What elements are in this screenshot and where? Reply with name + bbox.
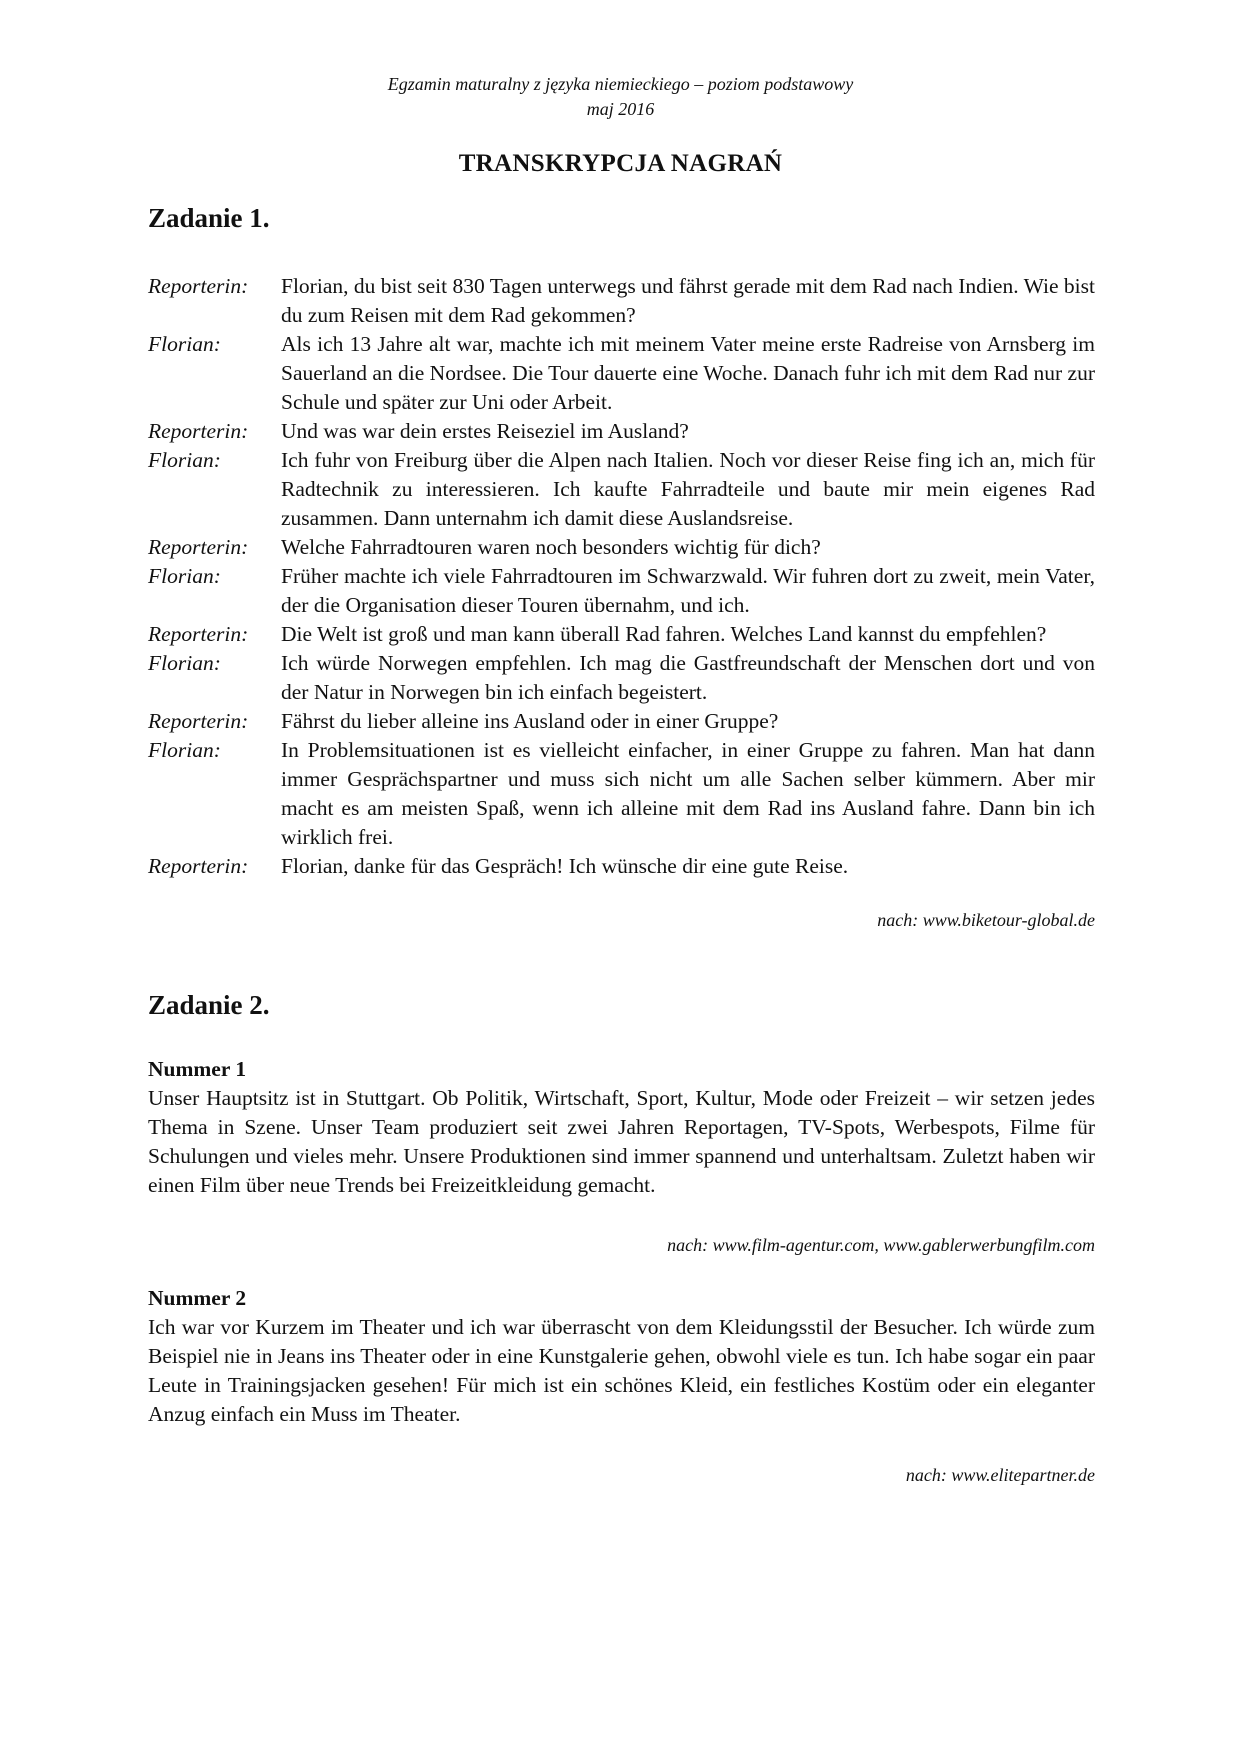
task1-heading: Zadanie 1. [148,203,270,233]
speaker-label: Reporterin: [148,274,249,298]
speaker-label: Reporterin: [148,622,249,646]
task1-dialogue [148,272,1095,881]
item-text: Ich war vor Kurzem im Theater und ich war überrascht von dem Kleidungsstil der Besucher. Ich würde zum Beispiel nie in Jeans ins Theater oder in eine Kunstgalerie gehen, obwohl viele es tun. Ich habe sogar ein paar Leute in Trainingsjacken gesehen! Für mich ist ein schönes Kleid, ein festliches Kostüm oder ein eleganter Anzug einfach ein Muss im Theater. [148,1315,1095,1426]
utterance-text: In Problemsituationen ist es vielleicht einfacher, in einer Gruppe zu fahren. Man hat dann immer Gesprächspartner und muss sich nicht um alle Sachen selber kümmern. Aber mir macht es am meisten Spaß, wenn ich alleine mit dem Rad ins Ausland fahre. Dann bin ich wirklich frei. [281,738,1095,849]
utterance-text: Ich würde Norwegen empfehlen. Ich mag die Gastfreundschaft der Menschen dort und von der Natur in Norwegen bin ich einfach begeistert. [281,651,1095,704]
speaker-label: Florian: [148,448,221,472]
dialogue-turn [148,707,1095,736]
header-exam-date: maj 2016 [586,99,655,119]
speaker-label: Reporterin: [148,419,249,443]
speaker-label: Florian: [148,738,221,762]
task2-heading: Zadanie 2. [148,990,270,1020]
dialogue-turn [148,649,1095,707]
utterance-text: Die Welt ist groß und man kann überall Rad fahren. Welches Land kannst du empfehlen? [281,622,1047,646]
utterance-text: Welche Fahrradtouren waren noch besonders wichtig für dich? [281,535,821,559]
task2-item-1 [148,1055,1095,1200]
dialogue-turn [148,417,1095,446]
dialogue-turn [148,272,1095,330]
task2-item-2 [148,1284,1095,1429]
speaker-label: Reporterin: [148,709,249,733]
speaker-label: Florian: [148,651,221,675]
document-title: TRANSKRYPCJA NAGRAŃ [458,150,783,177]
dialogue-turn [148,562,1095,620]
utterance-text: Fährst du lieber alleine ins Ausland oder in einer Gruppe? [281,709,779,733]
utterance-text: Und was war dein erstes Reiseziel im Ausland? [281,419,689,443]
dialogue-turn [148,852,1095,881]
utterance-text: Ich fuhr von Freiburg über die Alpen nach Italien. Noch vor dieser Reise fing ich an, mich für Radtechnik zu interessieren. Ich kaufte Fahrradteile und baute mir mein eigenes Rad zusammen. Dann unternahm ich damit diese Auslandsreise. [281,448,1095,530]
utterance-text: Florian, du bist seit 830 Tagen unterwegs und fährst gerade mit dem Rad nach Indien. Wie bist du zum Reisen mit dem Rad gekommen? [281,274,1095,327]
task2-item-1-source: nach: www.film-agentur.com, www.gablerwerbungfilm.com [667,1235,1095,1255]
item-title: Nummer 2 [148,1286,247,1310]
task1-source: nach: www.biketour-global.de [877,910,1095,930]
speaker-label: Florian: [148,564,221,588]
dialogue-turn [148,446,1095,533]
utterance-text: Früher machte ich viele Fahrradtouren im Schwarzwald. Wir fuhren dort zu zweit, mein Vater, der die Organisation dieser Touren übernahm, und ich. [281,564,1095,617]
header-exam-name: Egzamin maturalny z języka niemieckiego – poziom podstawowy [387,74,854,94]
speaker-label: Florian: [148,332,221,356]
dialogue-turn [148,533,1095,562]
task2-item-2-source: nach: www.elitepartner.de [905,1465,1095,1485]
dialogue-turn [148,620,1095,649]
utterance-text: Als ich 13 Jahre alt war, machte ich mit meinem Vater meine erste Radreise von Arnsberg im Sauerland an die Nordsee. Die Tour dauerte eine Woche. Danach fuhr ich mit dem Rad nur zur Schule und später zur Uni oder Arbeit. [281,332,1095,414]
utterance-text: Florian, danke für das Gespräch! Ich wünsche dir eine gute Reise. [281,854,849,878]
speaker-label: Reporterin: [148,535,249,559]
speaker-label: Reporterin: [148,854,249,878]
dialogue-turn [148,736,1095,852]
item-text: Unser Hauptsitz ist in Stuttgart. Ob Politik, Wirtschaft, Sport, Kultur, Mode oder Freizeit – wir setzen jedes Thema in Szene. Unser Team produziert seit zwei Jahren Reportagen, TV-Spots, Werbespots, Filme für Schulungen und vieles mehr. Unsere Produktionen sind immer spannend und unterhaltsam. Zuletzt haben wir einen Film über neue Trends bei Freizeitkleidung gemacht. [148,1086,1095,1197]
dialogue-turn [148,330,1095,417]
item-title: Nummer 1 [148,1057,247,1081]
